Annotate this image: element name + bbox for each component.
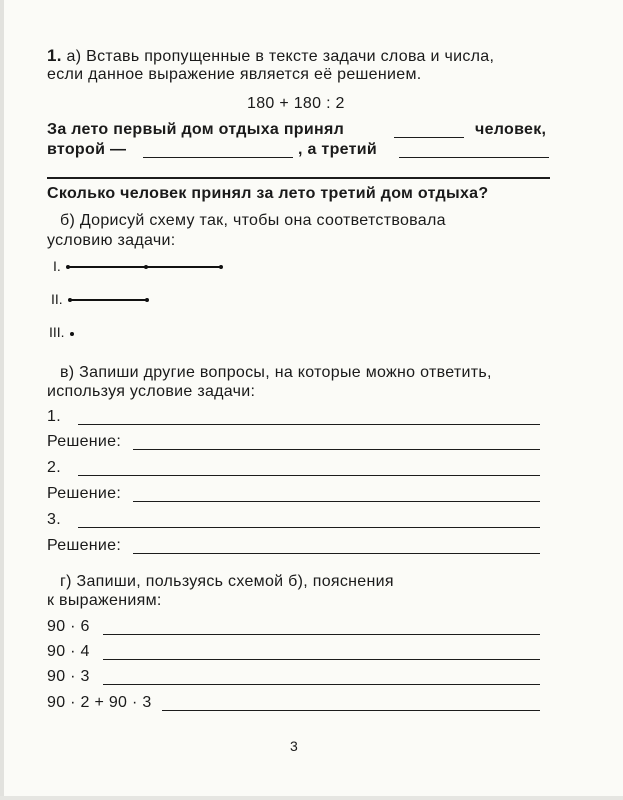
expression-4-line[interactable] xyxy=(162,710,540,711)
problem-line2-mid: , а третий xyxy=(298,141,378,158)
solution-1-label: Решение: xyxy=(47,433,122,450)
question-text: Сколько человек принял за лето третий дом отдыха? xyxy=(47,185,489,202)
part-b-line1: б) Дорисуй схему так, чтобы она соответствовала xyxy=(60,212,446,229)
blank-first-house[interactable] xyxy=(394,137,464,138)
scheme1-point-mid xyxy=(144,265,148,269)
solution-3-line[interactable] xyxy=(133,553,540,554)
part-c-line1: в) Запиши другие вопросы, на которые можно ответить, xyxy=(60,364,492,381)
expression-1-line[interactable] xyxy=(103,634,540,635)
part-b-line2: условию задачи: xyxy=(47,232,176,249)
scheme1-point-end xyxy=(219,265,223,269)
page-number: 3 xyxy=(290,738,298,754)
problem-line1-end: человек, xyxy=(475,121,547,138)
scheme-label-2: II. xyxy=(51,291,63,307)
expression-3-line[interactable] xyxy=(103,684,540,685)
question-1-number: 1. xyxy=(47,408,61,425)
blank-condition-line[interactable] xyxy=(47,177,550,179)
scheme3-point-start xyxy=(70,332,74,336)
part-a-intro-line1: а) Вставь пропущенные в тексте задачи слова и числа, xyxy=(66,48,495,65)
solution-3-label: Решение: xyxy=(47,537,122,554)
part-d-line1: г) Запиши, пользуясь схемой б), пояснения xyxy=(60,573,394,590)
scheme-label-1: I. xyxy=(53,258,61,274)
blank-third-house[interactable] xyxy=(399,157,549,158)
question-2-line[interactable] xyxy=(78,475,540,476)
solution-2-label: Решение: xyxy=(47,485,122,502)
question-3-line[interactable] xyxy=(78,527,540,528)
task-number: 1. xyxy=(47,46,62,65)
scheme2-point-end xyxy=(145,298,149,302)
blank-second-house[interactable] xyxy=(143,157,293,158)
expression-3: 90 · 3 xyxy=(47,668,90,685)
solution-1-line[interactable] xyxy=(133,449,540,450)
scheme2-segment xyxy=(70,299,147,301)
part-c-line2: используя условие задачи: xyxy=(47,383,256,400)
solution-2-line[interactable] xyxy=(133,501,540,502)
part-d-line2: к выражениям: xyxy=(47,592,162,609)
question-1-line[interactable] xyxy=(78,424,540,425)
part-a-intro-line2: если данное выражение является её решением. xyxy=(47,66,422,83)
expression-2-line[interactable] xyxy=(103,659,540,660)
problem-line1-start: За лето первый дом отдыха принял xyxy=(47,121,345,138)
page-edge-left xyxy=(0,0,4,800)
expression-2: 90 · 4 xyxy=(47,643,90,660)
expression: 180 + 180 : 2 xyxy=(247,95,345,112)
question-3-number: 3. xyxy=(47,511,61,528)
question-2-number: 2. xyxy=(47,459,61,476)
problem-line2-start: второй — xyxy=(47,141,127,158)
page-edge-bottom xyxy=(0,796,623,800)
expression-4: 90 · 2 + 90 · 3 xyxy=(47,694,152,711)
task-header-line1 xyxy=(47,46,494,66)
scheme-label-3: III. xyxy=(49,324,65,340)
expression-1: 90 · 6 xyxy=(47,618,90,635)
